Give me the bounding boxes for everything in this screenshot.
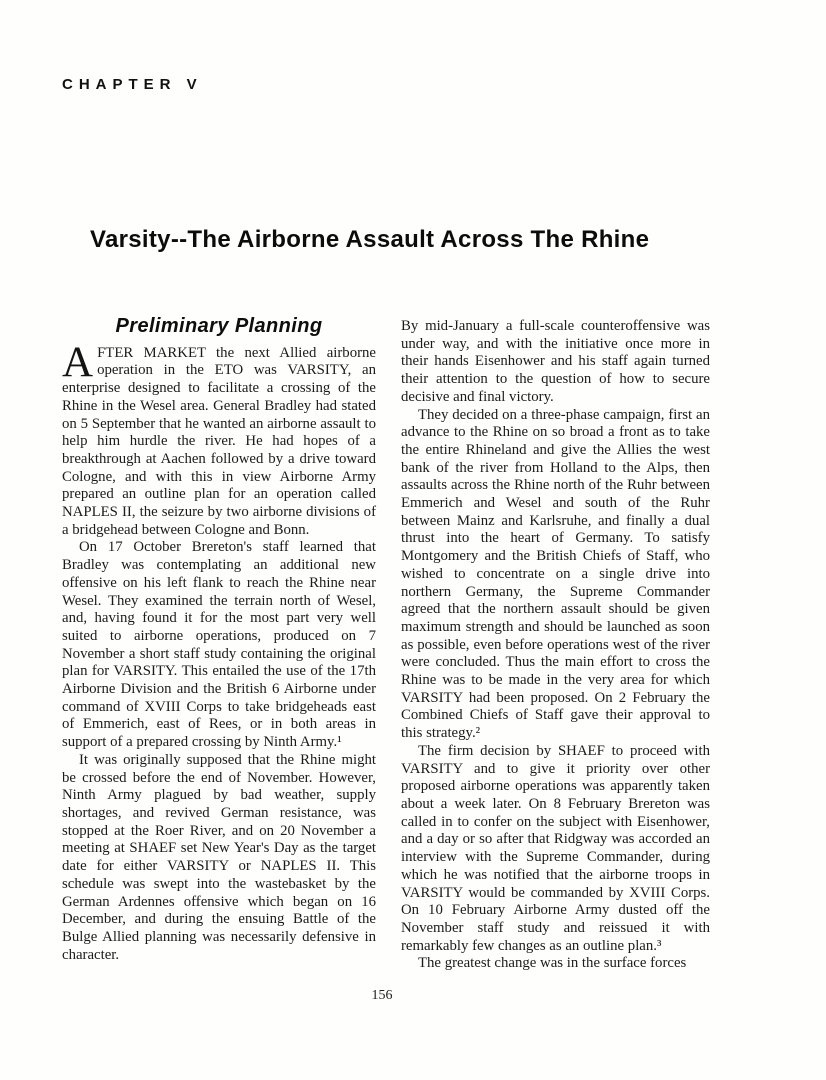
text-columns	[62, 315, 710, 973]
drop-cap: A	[62, 338, 94, 386]
left-column	[62, 315, 376, 973]
page-title: Varsity--The Airborne Assault Across The Rhine	[90, 226, 650, 253]
right-column	[401, 318, 710, 973]
paragraph: On 17 October Brereton's staff learned that Bradley was contemplating an additional new offensive on his left flank to reach the Rhine near Wesel. They examined the terrain north of Wesel, and, having found it for the most part very well suited to airborne operations, produced on 7 November a short staff study containing the original plan for VARSITY. This entailed the use of the 17th Airborne Division and the British 6 Airborne under command of XVIII Corps to take bridgeheads east of Emmerich, east of Rees, or in both areas in support of a prepared crossing by Ninth Army.¹	[62, 539, 376, 751]
paragraph: It was originally supposed that the Rhine might be crossed before the end of November. However, Ninth Army plagued by bad weather, supply shortages, and revived German resistance, was stopped at the Roer River, and on 20 November a meeting at SHAEF set New Year's Day as the target date for either VARSITY or NAPLES II. This schedule was swept into the wastebasket by the German Ardennes offensive which began on 16 December, and during the ensuing Battle of the Bulge Allied planning was necessarily defensive in character.	[62, 751, 376, 963]
paragraph: They decided on a three-phase campaign, first an advance to the Rhine on so broad a front as to take the entire Rhineland and give the Allies the west bank of the river from Holland to the Alps, then assaults across the Rhine north of the Ruhr between Emmerich and Wesel and south of the Ruhr between Mainz and Karlsruhe, and finally a dual thrust into the heart of Germany. To satisfy Montgomery and the British Chiefs of Staff, who wished to concentrate on a single drive into northern Germany, the Supreme Commander agreed that the northern assault should be given maximum strength and should be launched as soon as possible, even before operations west of the river were concluded. Thus the main effort to cross the Rhine was to be made in the very area for which VARSITY had been proposed. On 2 February the Combined Chiefs of Staff gave their approval to this strategy.²	[401, 406, 710, 742]
paragraph: The greatest change was in the surface forces	[418, 955, 687, 972]
paragraph-text: FTER MARKET the next Allied airborne operation in the ETO was VARSITY, an enterprise designed to facilitate a crossing of the Rhine in the Wesel area. General Bradley had stated on 5 September that he wanted an airborne assault to help him hurdle the river. He had hopes of a breakthrough at Aachen followed by a drive toward Cologne, and with this in view Airborne Army prepared an outline plan for an operation called NAPLES II, the seizure by two airborne divisions of a bridgehead between Cologne and Bonn.	[62, 344, 376, 538]
paragraph: The firm decision by SHAEF to proceed with VARSITY and to give it priority over other proposed airborne operations was apparently taken about a week later. On 8 February Brereton was called in to confer on the subject with Eisenhower, and a day or so after that Ridgway was accorded an interview with the Supreme Commander, during which he was notified that the airborne troops in VARSITY would be commanded by XVIII Corps. On 10 February Airborne Army dusted off the November staff study and reissued it with remarkably few changes as an outline plan.³	[401, 742, 710, 954]
chapter-label: CHAPTER V	[62, 76, 203, 93]
paragraph-dropcap	[62, 338, 376, 540]
section-heading: Preliminary Planning	[115, 315, 323, 337]
page-number: 156	[371, 988, 393, 1003]
paragraph-continuation: By mid-January a full-scale counteroffensive was under way, and with the initiative once more in their hands Eisenhower and his staff again turned their attention to the question of how to secure decisive and final victory.	[401, 318, 710, 405]
